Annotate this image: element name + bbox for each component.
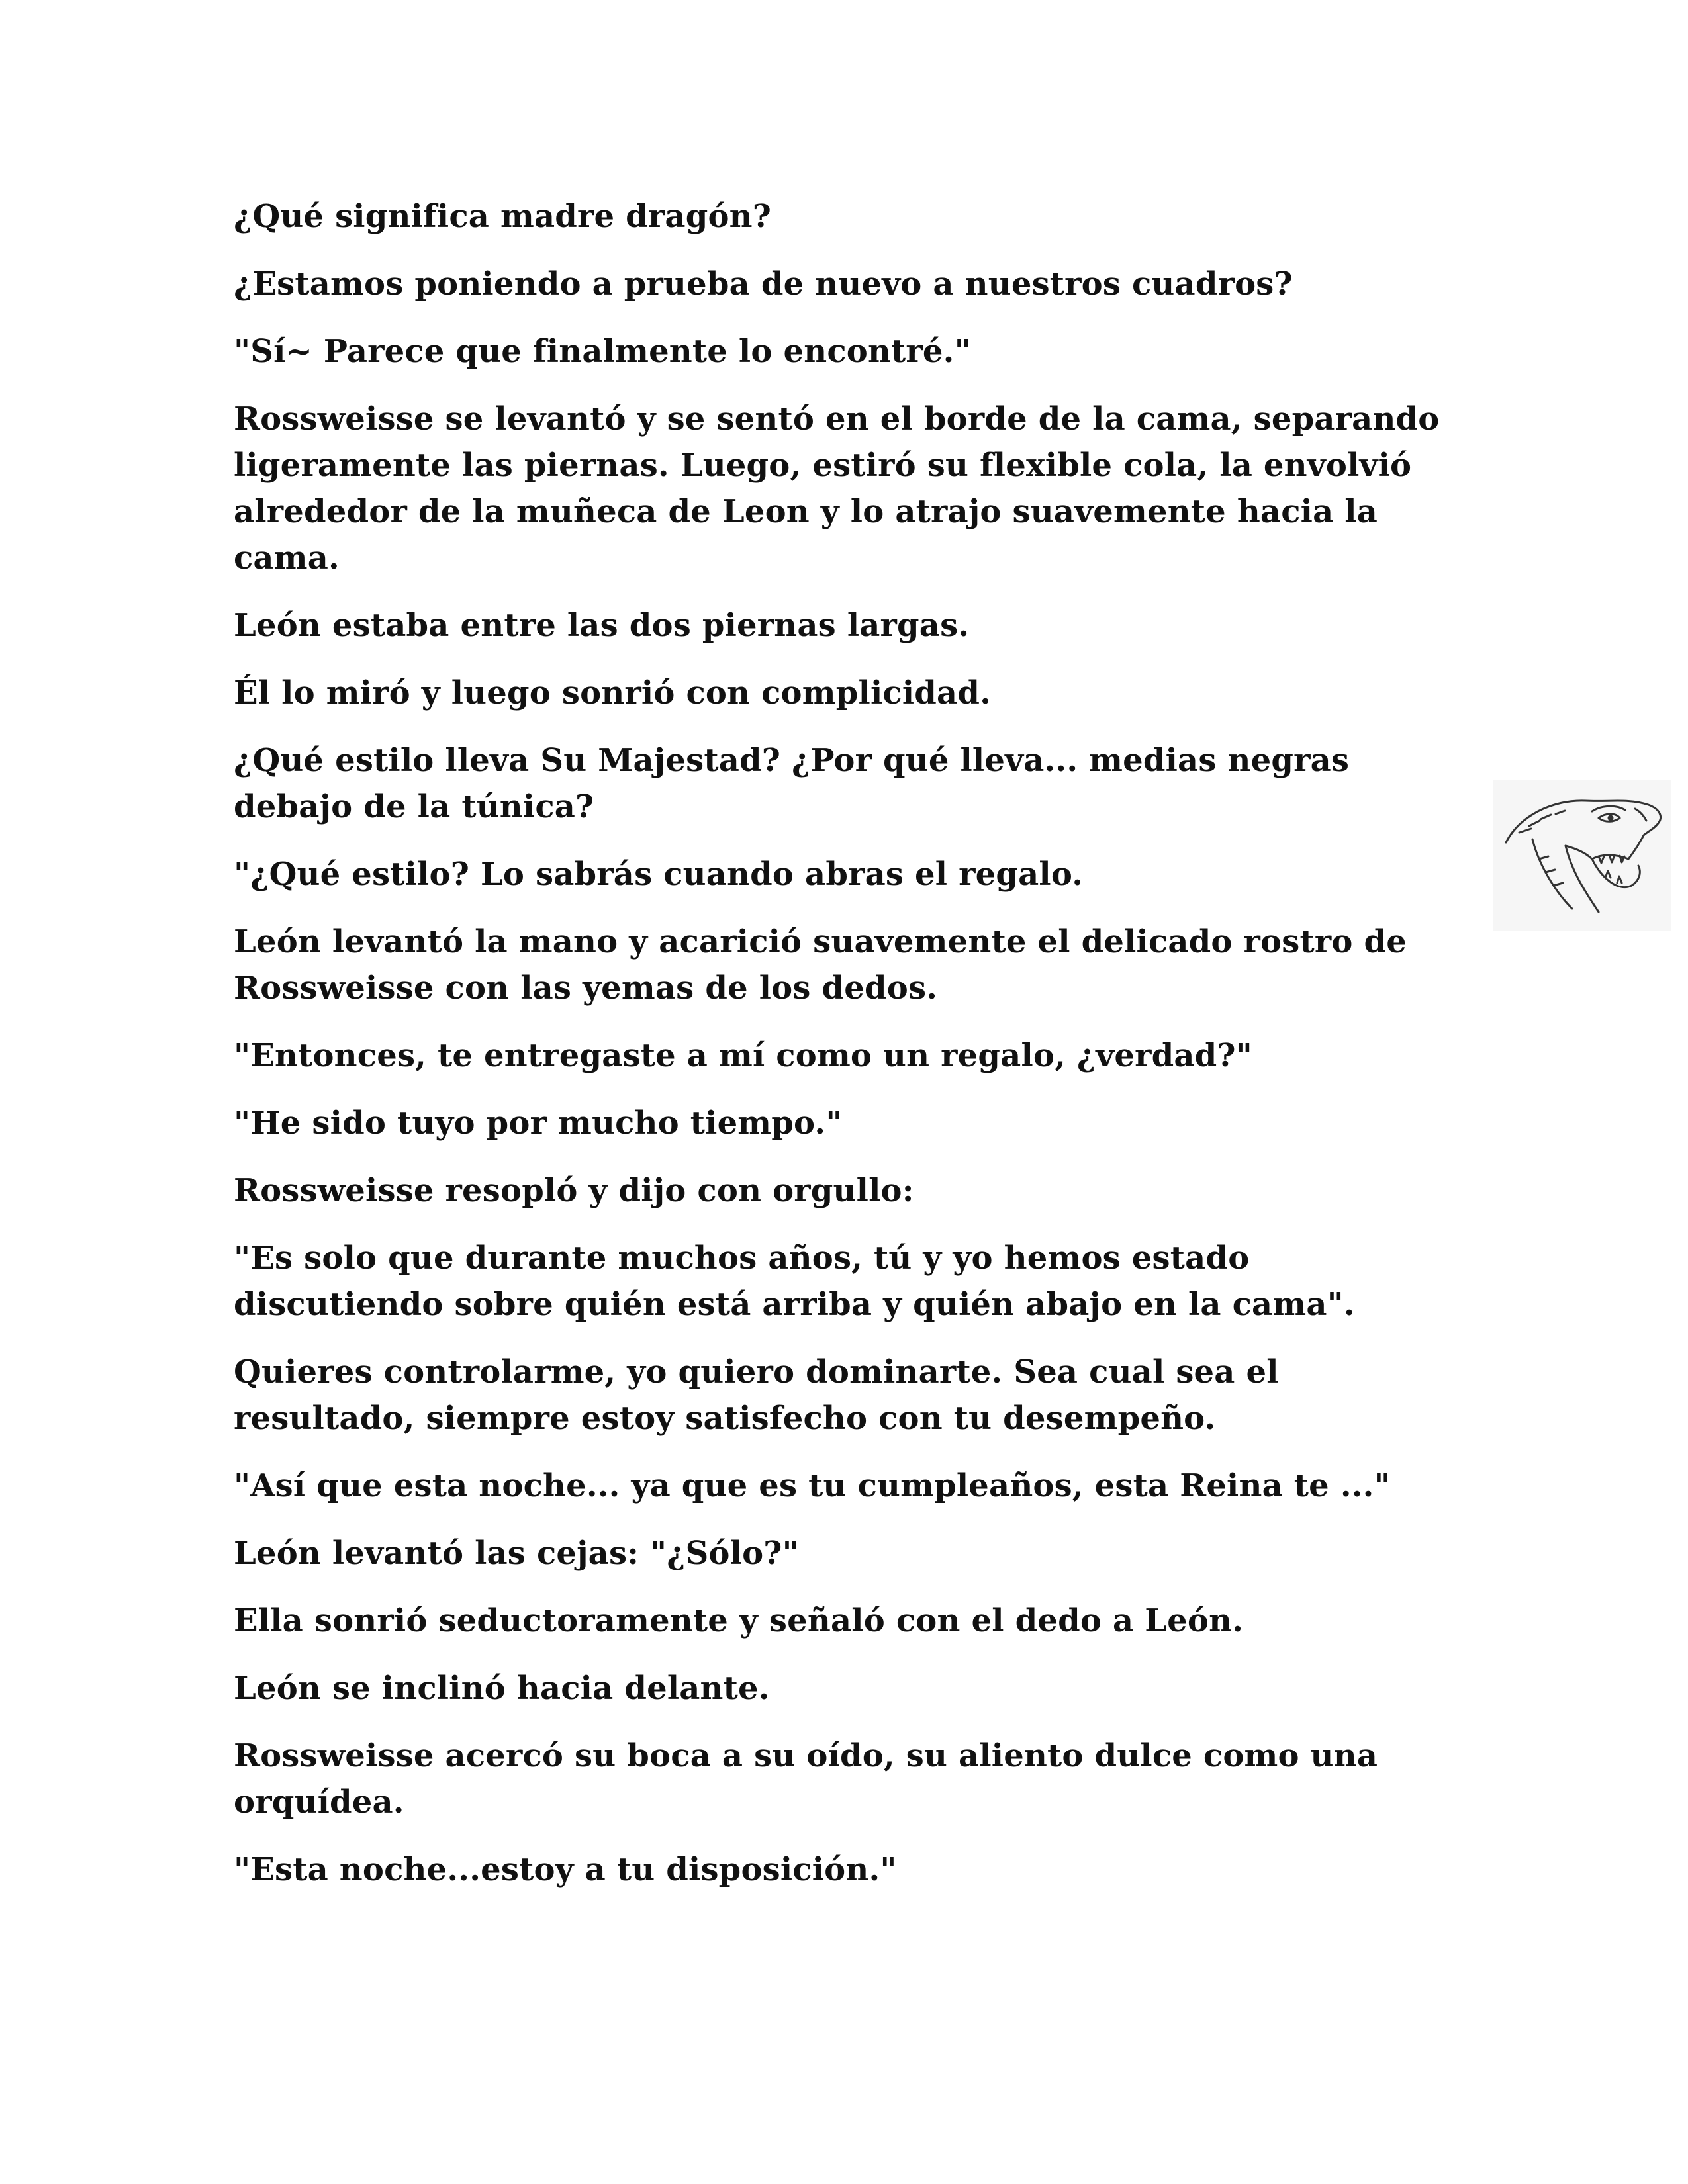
- paragraph: Quieres controlarme, yo quiero dominarte. Sea cual sea el resultado, siempre estoy satisfecho con tu desempeño.: [234, 1353, 1279, 1437]
- paragraph: Rossweisse resopló y dijo con orgullo:: [234, 1172, 914, 1209]
- paragraph: "¿Qué estilo? Lo sabrás cuando abras el regalo.: [234, 856, 1084, 893]
- paragraph: "Sí~ Parece que finalmente lo encontré.": [234, 333, 971, 370]
- paragraph: "He sido tuyo por mucho tiempo.": [234, 1105, 843, 1142]
- paragraph: "Entonces, te entregaste a mí como un regalo, ¿verdad?": [234, 1037, 1252, 1074]
- paragraph: León se inclinó hacia delante.: [234, 1670, 770, 1707]
- paragraph: León levantó las cejas: "¿Sólo?": [234, 1535, 799, 1572]
- dragon-head-sketch-icon: [1493, 780, 1671, 931]
- paragraph: ¿Estamos poniendo a prueba de nuevo a nuestros cuadros?: [234, 265, 1293, 302]
- text-body: [234, 193, 1465, 1914]
- paragraph: León estaba entre las dos piernas largas.: [234, 607, 970, 644]
- paragraph: ¿Qué significa madre dragón?: [234, 198, 772, 235]
- paragraph: Rossweisse acercó su boca a su oído, su aliento dulce como una orquídea.: [234, 1737, 1378, 1821]
- paragraph: León levantó la mano y acarició suavemente el delicado rostro de Rossweisse con las yemas de los dedos.: [234, 923, 1407, 1007]
- paragraph: "Así que esta noche... ya que es tu cumpleaños, esta Reina te ...": [234, 1467, 1391, 1504]
- paragraph: ¿Qué estilo lleva Su Majestad? ¿Por qué lleva... medias negras debajo de la túnica?: [234, 742, 1350, 825]
- paragraph: "Esta noche...estoy a tu disposición.": [234, 1851, 897, 1888]
- paragraph: Él lo miró y luego sonrió con complicidad.: [234, 674, 991, 711]
- paragraph: Ella sonrió seductoramente y señaló con el dedo a León.: [234, 1602, 1244, 1639]
- paragraph: Rossweisse se levantó y se sentó en el borde de la cama, separando ligeramente las piernas. Luego, estiró su flexible cola, la envolvió alrededor de la muñeca de Leon y lo atrajo suavemente hacia la cama.: [234, 400, 1440, 576]
- paragraph: "Es solo que durante muchos años, tú y yo hemos estado discutiendo sobre quién está arriba y quién abajo en la cama".: [234, 1240, 1355, 1323]
